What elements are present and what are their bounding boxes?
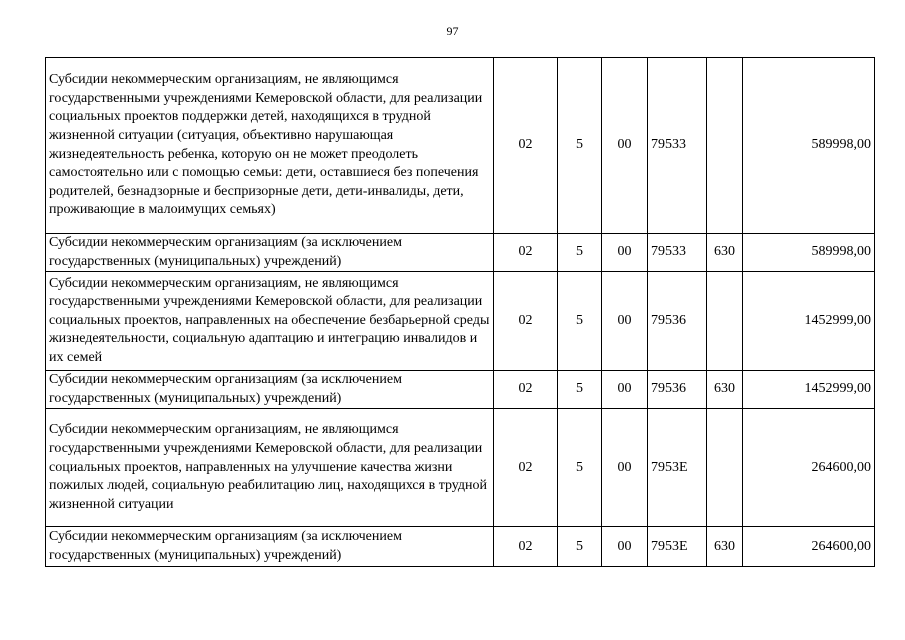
row-code: 79533 <box>648 234 707 272</box>
row-type <box>707 409 743 527</box>
row-col-c: 00 <box>602 371 648 409</box>
table-row <box>46 409 875 527</box>
row-col-a: 02 <box>494 58 558 234</box>
row-col-a: 02 <box>494 371 558 409</box>
row-col-b: 5 <box>558 371 602 409</box>
table-row <box>46 234 875 272</box>
row-code: 7953E <box>648 527 707 567</box>
row-amount: 589998,00 <box>743 234 875 272</box>
row-col-c: 00 <box>602 409 648 527</box>
page-number: 97 <box>446 24 459 38</box>
row-type: 630 <box>707 371 743 409</box>
row-col-a: 02 <box>494 527 558 567</box>
row-amount: 1452999,00 <box>743 272 875 371</box>
row-description: Субсидии некоммерческим организациям (за исключением государственных (муниципальных) учреждений) <box>46 234 494 272</box>
row-col-c: 00 <box>602 58 648 234</box>
row-code: 79533 <box>648 58 707 234</box>
row-col-c: 00 <box>602 272 648 371</box>
table-row <box>46 58 875 234</box>
table-row <box>46 272 875 371</box>
row-code: 79536 <box>648 371 707 409</box>
row-col-b: 5 <box>558 58 602 234</box>
row-code: 7953E <box>648 409 707 527</box>
row-col-a: 02 <box>494 409 558 527</box>
row-type <box>707 58 743 234</box>
row-amount: 264600,00 <box>743 527 875 567</box>
row-amount: 589998,00 <box>743 58 875 234</box>
row-col-c: 00 <box>602 234 648 272</box>
row-code: 79536 <box>648 272 707 371</box>
row-col-a: 02 <box>494 234 558 272</box>
row-amount: 264600,00 <box>743 409 875 527</box>
row-col-b: 5 <box>558 272 602 371</box>
row-col-c: 00 <box>602 527 648 567</box>
row-col-b: 5 <box>558 527 602 567</box>
row-description: Субсидии некоммерческим организациям, не являющимся государственными учреждениями Кемеровской области, для реализации социальных проектов, направленных на улучшение качества жизни пожилых людей, социальную реабилитацию лиц, находящихся в трудной жизненной ситуации <box>46 409 494 527</box>
table-row <box>46 371 875 409</box>
row-col-b: 5 <box>558 234 602 272</box>
budget-table <box>45 57 875 567</box>
row-description: Субсидии некоммерческим организациям, не являющимся государственными учреждениями Кемеровской области, для реализации социальных проектов, направленных на обеспечение безбарьерной среды жизнедеятельности, социальную адаптацию и интеграцию инвалидов и их семей <box>46 272 494 371</box>
row-amount: 1452999,00 <box>743 371 875 409</box>
row-col-b: 5 <box>558 409 602 527</box>
row-description: Субсидии некоммерческим организациям (за исключением государственных (муниципальных) учреждений) <box>46 527 494 567</box>
row-description: Субсидии некоммерческим организациям, не являющимся государственными учреждениями Кемеровской области, для реализации социальных проектов поддержки детей, находящихся в трудной жизненной ситуации (ситуация, объективно нарушающая жизнедеятельность ребенка, которую он не может преодолеть самостоятельно или с помощью семьи: дети, оставшиеся без попечения родителей, безнадзорные и беспризорные дети, дети-инвалиды, дети, проживающие в малоимущих семьях) <box>46 58 494 234</box>
row-type: 630 <box>707 234 743 272</box>
row-type: 630 <box>707 527 743 567</box>
row-col-a: 02 <box>494 272 558 371</box>
row-description: Субсидии некоммерческим организациям (за исключением государственных (муниципальных) учреждений) <box>46 371 494 409</box>
row-type <box>707 272 743 371</box>
table-row <box>46 527 875 567</box>
